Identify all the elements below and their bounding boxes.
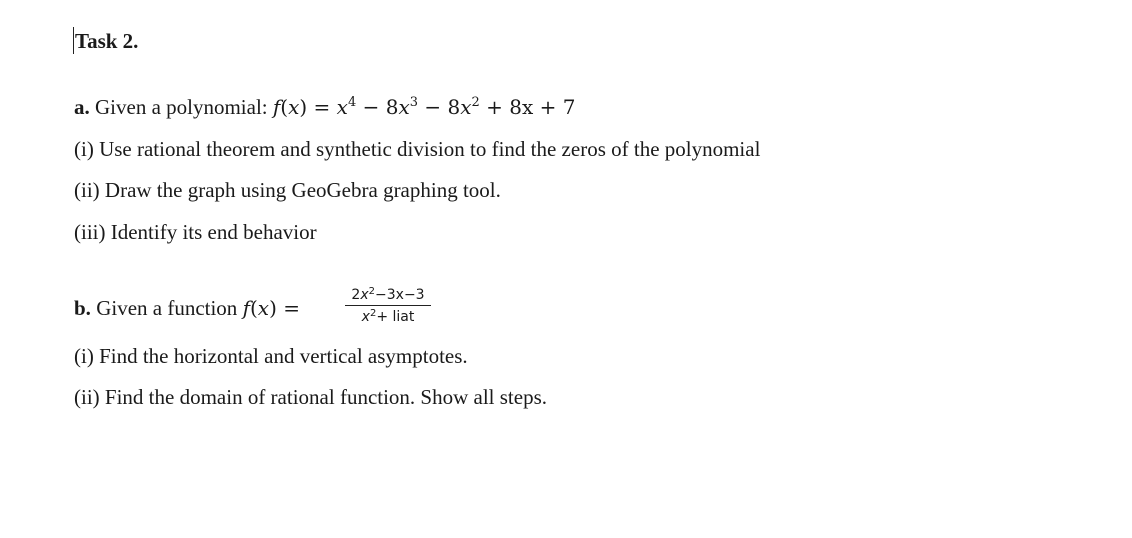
term-2-variable: x <box>398 95 410 119</box>
part-b-item-i: (i) Find the horizontal and vertical asymptotes. <box>74 344 468 368</box>
denominator-rest: + liat <box>376 309 415 325</box>
operator-2: − <box>424 95 442 119</box>
fraction-numerator <box>343 286 433 304</box>
term-3-coefficient: 8 <box>447 95 461 119</box>
operator-1: − <box>362 95 380 119</box>
text-cursor <box>73 27 74 54</box>
part-a-label: a. <box>74 95 90 119</box>
term-5: 7 <box>562 95 576 119</box>
function-variable: x <box>288 95 300 119</box>
part-b-intro: Given a function <box>96 296 243 320</box>
term-3-variable: x <box>460 95 472 119</box>
fraction-denominator <box>343 308 433 326</box>
numerator-rest: −3x−3 <box>375 287 425 303</box>
operator-4: + <box>539 95 557 119</box>
polynomial-expression: $f(x) = x^4 - 8x^3 - 8x^2 + 8x + 7$ <box>272 95 576 119</box>
function-name: f <box>272 95 281 119</box>
term-1-base: x <box>336 95 348 119</box>
part-b-item-ii: (ii) Find the domain of rational function. Show all steps. <box>74 385 548 409</box>
function-name-b: f <box>242 296 250 320</box>
numerator-exponent: 2 <box>368 286 376 297</box>
term-4: 8x <box>509 95 534 119</box>
part-a-item-iii: (iii) Identify its end behavior <box>74 220 317 244</box>
numerator-variable: x <box>360 287 369 303</box>
numerator-coefficient: 2 <box>351 287 361 303</box>
task-title: Task 2. <box>75 29 139 53</box>
part-b-label: b. <box>74 296 91 320</box>
operator-3: + <box>486 95 503 119</box>
part-a-heading <box>74 95 576 119</box>
term-2-coefficient: 8 <box>385 95 399 119</box>
term-3-exponent: 2 <box>471 95 480 110</box>
term-1-exponent: 4 <box>347 95 357 110</box>
term-2-exponent: 3 <box>409 95 419 110</box>
part-b-heading <box>74 296 300 320</box>
function-expression: f(x) = <box>242 296 300 320</box>
denominator-variable: x <box>361 309 370 325</box>
function-variable-b: x <box>257 296 270 320</box>
fraction-bar <box>345 305 431 306</box>
part-a-intro: Given a polynomial: <box>95 95 273 119</box>
denominator-exponent: 2 <box>369 308 377 319</box>
rational-fraction <box>343 286 433 326</box>
part-a-item-ii: (ii) Draw the graph using GeoGebra graphing tool. <box>74 178 501 202</box>
part-a-item-i: (i) Use rational theorem and synthetic division to find the zeros of the polynomial <box>74 137 761 161</box>
